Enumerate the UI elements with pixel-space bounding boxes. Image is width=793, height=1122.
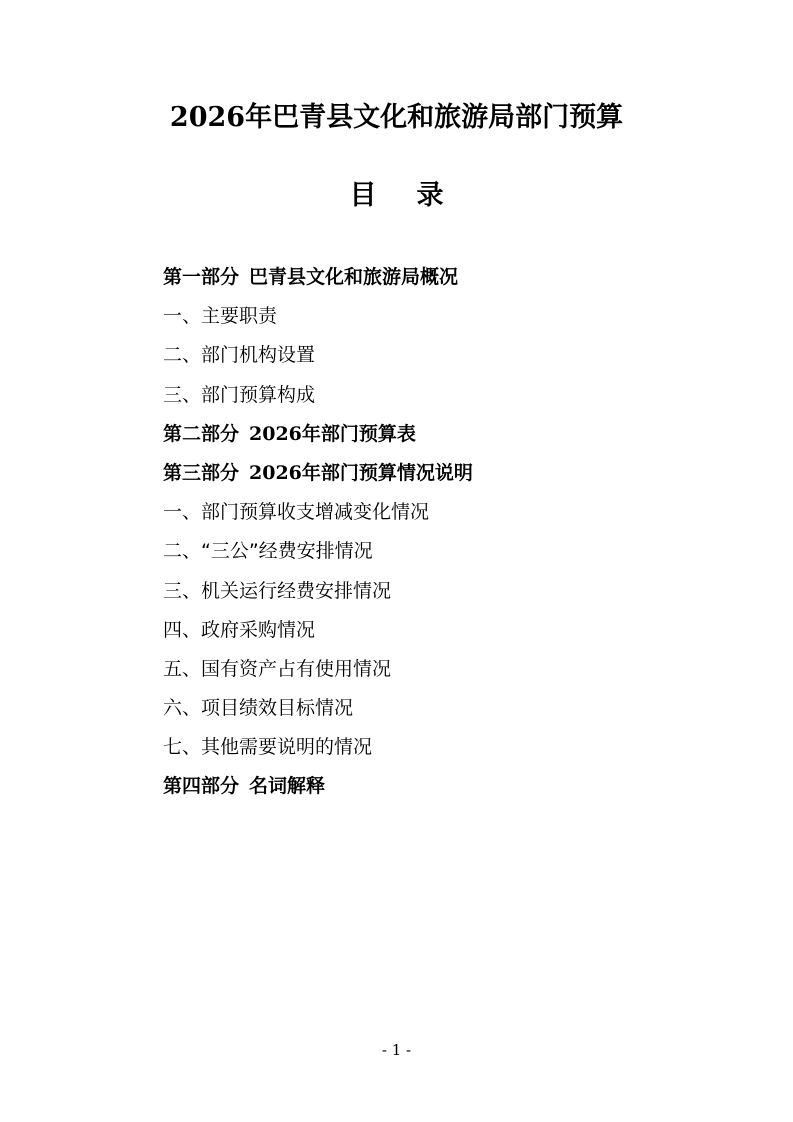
toc-item-main-duties[interactable]: 一、主要职责 xyxy=(163,305,278,328)
toc-item-three-public-expenses[interactable]: 二、“三公”经费安排情况 xyxy=(163,540,373,563)
toc-item-performance-goals[interactable]: 六、项目绩效目标情况 xyxy=(163,697,354,720)
toc-item-other-notes[interactable]: 七、其他需要说明的情况 xyxy=(163,736,373,759)
toc-part-2[interactable] xyxy=(163,415,723,454)
toc-part-3[interactable] xyxy=(163,454,723,493)
page-number: - 1 - xyxy=(381,1041,412,1059)
toc-part-label: 第四部分 xyxy=(163,775,240,798)
toc-part-label: 第二部分 xyxy=(163,422,240,445)
toc-part-title: 2026年部门预算表 xyxy=(249,422,416,445)
toc-item-budget-changes[interactable]: 一、部门预算收支增减变化情况 xyxy=(163,501,430,524)
toc-item-operating-expenses[interactable]: 三、机关运行经费安排情况 xyxy=(163,579,392,602)
toc-part-label: 第三部分 xyxy=(163,461,240,484)
toc-part-label: 第一部分 xyxy=(163,266,240,288)
toc-heading-right: 录 xyxy=(416,180,444,211)
toc-part-title: 名词解释 xyxy=(249,775,326,798)
toc-item-state-assets[interactable]: 五、国有资产占有使用情况 xyxy=(163,657,392,680)
toc-part-title: 巴青县文化和旅游局概况 xyxy=(249,266,459,288)
toc-heading xyxy=(0,176,793,216)
toc-part-4[interactable] xyxy=(163,767,723,806)
toc-item-org-setup[interactable]: 二、部门机构设置 xyxy=(163,344,316,367)
table-of-contents xyxy=(163,258,723,807)
document-title: 2026年巴青县文化和旅游局部门预算 xyxy=(169,102,624,133)
toc-item-budget-composition[interactable]: 三、部门预算构成 xyxy=(163,383,316,406)
toc-part-title: 2026年部门预算情况说明 xyxy=(249,461,473,484)
toc-item-government-procurement[interactable]: 四、政府采购情况 xyxy=(163,618,316,641)
toc-part-1[interactable] xyxy=(163,258,723,297)
toc-heading-left: 目 xyxy=(349,180,377,211)
